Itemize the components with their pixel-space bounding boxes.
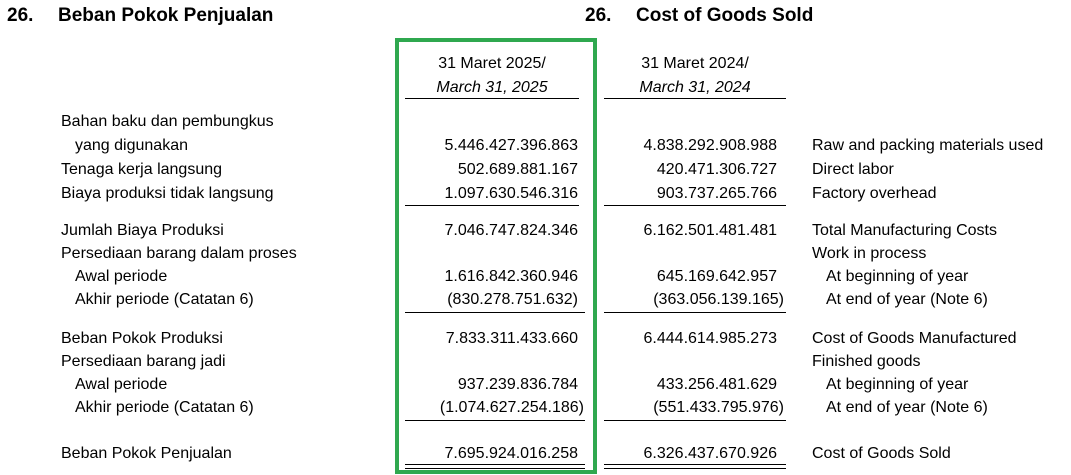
row-label-en: At end of year (Note 6) (826, 399, 988, 416)
value-2024: (551.433.795.976) (653, 399, 784, 416)
row-label-id: Beban Pokok Penjualan (61, 445, 232, 462)
highlight-box-2025-column (395, 38, 597, 474)
row-label-id: Tenaga kerja langsung (61, 161, 223, 178)
row-label-id: Persediaan barang dalam proses (61, 245, 297, 262)
subtotal-underline-2024 (604, 420, 786, 421)
row-label-en: At end of year (Note 6) (826, 291, 988, 308)
value-2024: 6.444.614.985.273 (643, 330, 777, 347)
column-header-2025-line2: March 31, 2025 (436, 79, 548, 96)
value-2025: 5.446.427.396.863 (444, 137, 578, 154)
column-header-2024-line2: March 31, 2024 (639, 79, 751, 96)
row-label-id: yang digunakan (75, 137, 188, 154)
row-label-id: Beban Pokok Produksi (61, 330, 223, 347)
subtotal-underline-2024 (604, 205, 786, 206)
row-label-en: Work in process (812, 245, 927, 262)
row-label-en: Raw and packing materials used (812, 137, 1044, 154)
value-2025: 7.833.311.433.660 (445, 330, 578, 347)
column-header-underline-2024 (604, 98, 786, 99)
value-2025: 937.239.836.784 (457, 376, 578, 393)
row-label-id: Jumlah Biaya Produksi (61, 222, 224, 239)
row-label-id: Persediaan barang jadi (61, 353, 226, 370)
value-2024: 433.256.481.629 (656, 376, 777, 393)
section-title-left: Beban Pokok Penjualan (58, 5, 274, 26)
row-label-en: At beginning of year (826, 268, 969, 285)
value-2024: 903.737.265.766 (656, 185, 777, 202)
total-double-underline-2024 (604, 464, 786, 469)
value-2024: 420.471.306.727 (656, 161, 777, 178)
column-header-2025-line1: 31 Maret 2025/ (438, 55, 546, 72)
row-label-en: Finished goods (812, 353, 921, 370)
value-2025: 502.689.881.167 (457, 161, 578, 178)
value-2025: 7.046.747.824.346 (444, 222, 578, 239)
row-label-id: Akhir periode (Catatan 6) (75, 291, 254, 308)
value-2025: 1.097.630.546.316 (444, 185, 578, 202)
subtotal-underline-2024 (604, 312, 786, 313)
value-2025: 1.616.842.360.946 (444, 268, 578, 285)
row-label-en: Cost of Goods Sold (812, 445, 951, 462)
row-label-id: Biaya produksi tidak langsung (61, 185, 274, 202)
row-label-id: Akhir periode (Catatan 6) (75, 399, 254, 416)
value-2024: (363.056.139.165) (653, 291, 784, 308)
value-2024: 6.162.501.481.481 (643, 222, 777, 239)
section-title-right: Cost of Goods Sold (636, 5, 814, 26)
value-2025: 7.695.924.016.258 (444, 445, 578, 462)
value-2024: 645.169.642.957 (656, 268, 777, 285)
column-header-2024-line1: 31 Maret 2024/ (641, 55, 749, 72)
row-label-id: Awal periode (75, 268, 168, 285)
value-2024: 6.326.437.670.926 (643, 445, 777, 462)
row-label-en: Direct labor (812, 161, 894, 178)
value-2025: (830.278.751.632) (447, 291, 578, 308)
section-number-right: 26. (585, 5, 612, 26)
row-label-en: Cost of Goods Manufactured (812, 330, 1017, 347)
row-label-en: At beginning of year (826, 376, 969, 393)
section-number-left: 26. (7, 5, 34, 26)
value-2025: (1.074.627.254.186) (439, 399, 584, 416)
value-2024: 4.838.292.908.988 (643, 137, 777, 154)
row-label-id: Bahan baku dan pembungkus (61, 113, 274, 130)
row-label-en: Total Manufacturing Costs (812, 222, 997, 239)
row-label-en: Factory overhead (812, 185, 937, 202)
row-label-id: Awal periode (75, 376, 168, 393)
